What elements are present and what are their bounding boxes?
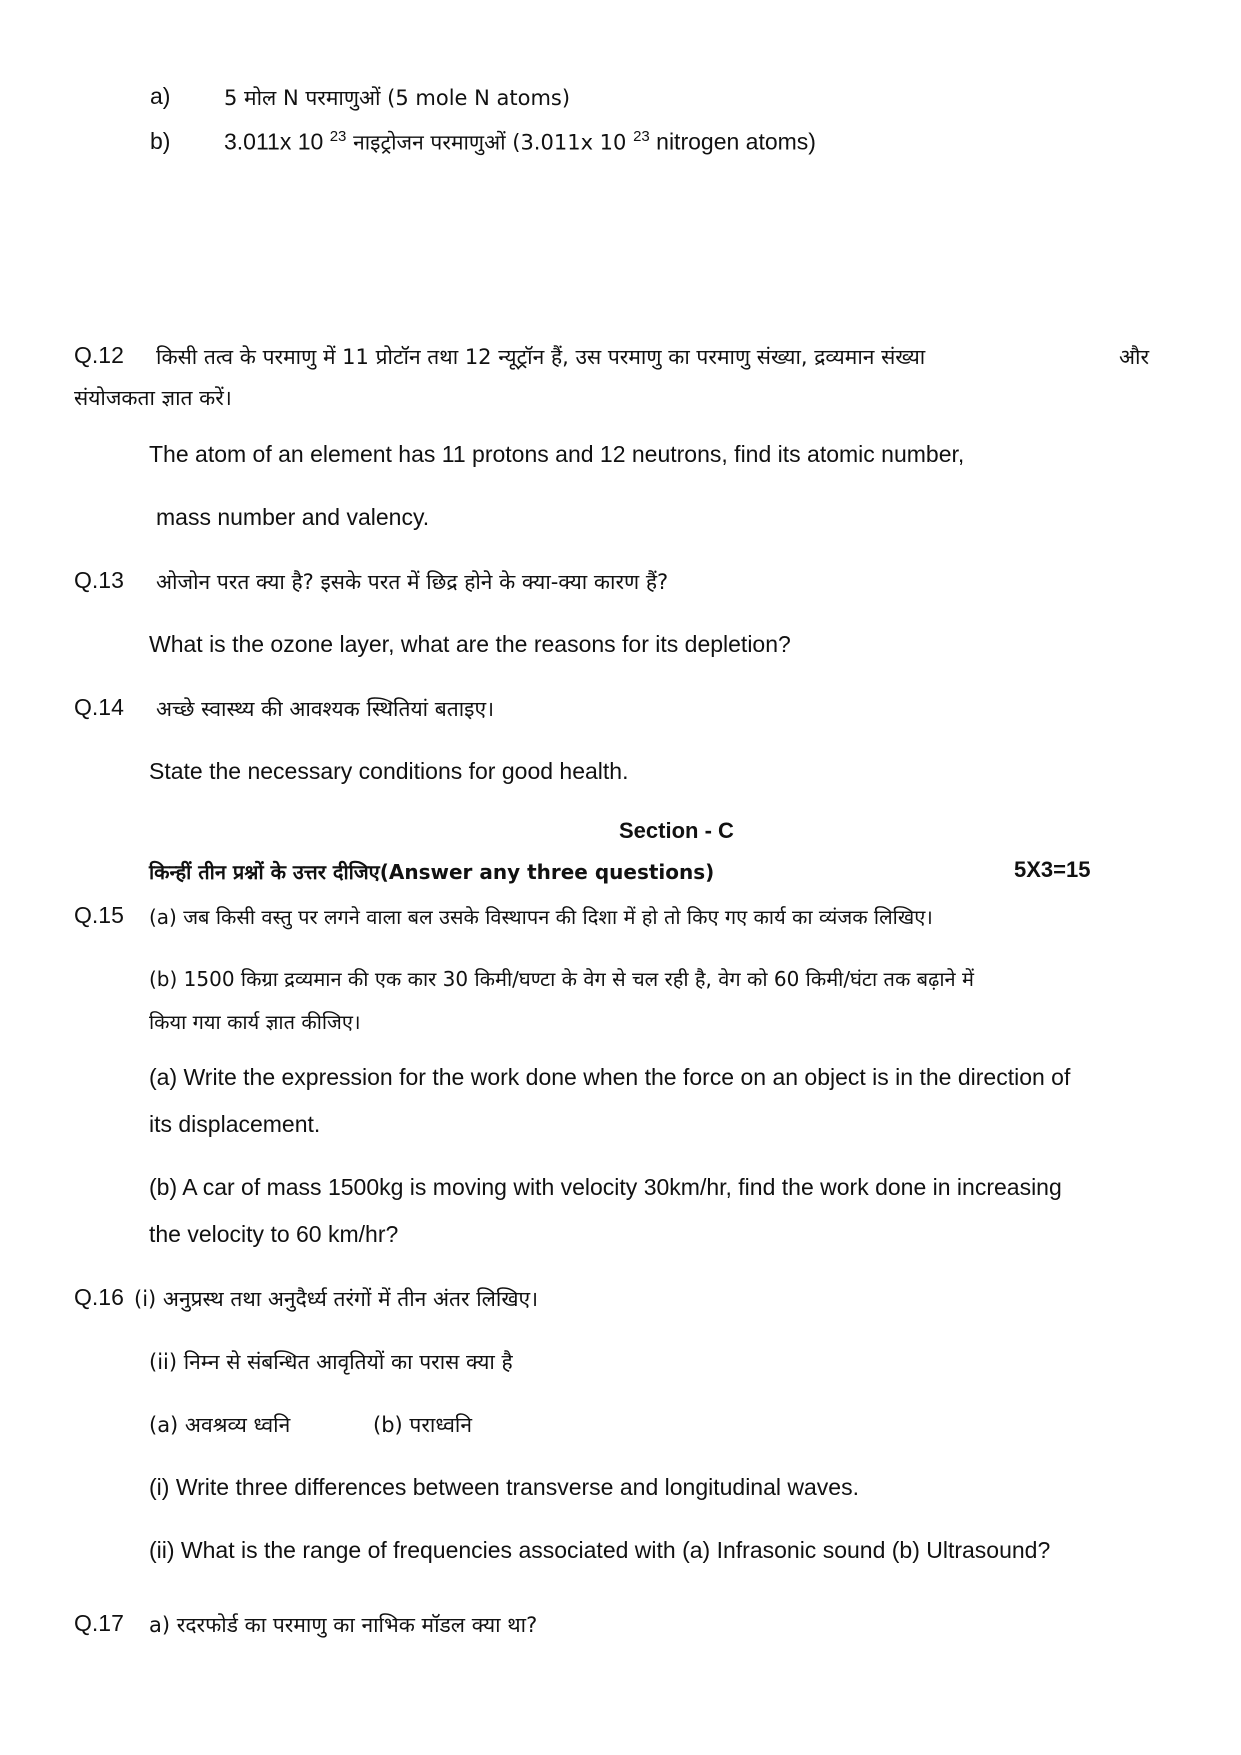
question-hindi: (ii) निम्न से संबन्धित आवृतियों का परास क्या है <box>149 1350 513 1374</box>
question-hindi: ओजोन परत क्या है? इसके परत में छिद्र होने के क्या-क्या कारण हैं? <box>156 570 669 594</box>
question-english: the velocity to 60 km/hr? <box>149 1221 399 1247</box>
question-hindi: (a) जब किसी वस्तु पर लगने वाला बल उसके विस्थापन की दिशा में हो तो किए गए कार्य का व्यंजक लिखिए। <box>149 905 933 929</box>
section-marks: 5X3=15 <box>1014 857 1091 882</box>
option-label: a) <box>150 83 171 109</box>
question-hindi: a) रदरफोर्ड का परमाणु का नाभिक मॉडल क्या था? <box>149 1613 538 1637</box>
question-option: (a) अवश्रव्य ध्वनि <box>149 1413 291 1437</box>
option-text <box>224 128 816 157</box>
question-number: Q.12 <box>74 342 124 368</box>
option-text-pre: 3.011x 10 <box>224 128 330 155</box>
question-hindi: किसी तत्व के परमाणु में 11 प्रोटॉन तथा 12 न्यूट्रॉन हैं, उस परमाणु का परमाणु संख्या, द्रव्यमान संख्या <box>156 345 926 369</box>
question-hindi: (i) अनुप्रस्थ तथा अनुदैर्ध्य तरंगों में तीन अंतर लिखिए। <box>134 1287 539 1311</box>
exponent: 23 <box>329 128 347 145</box>
question-number: Q.13 <box>74 567 124 593</box>
question-hindi: (b) 1500 किग्रा द्रव्यमान की एक कार 30 किमी/घण्टा के वेग से चल रही है, वेग को 60 किमी/घंटा तक बढ़ाने में <box>149 967 974 991</box>
question-english: What is the ozone layer, what are the reasons for its depletion? <box>149 631 791 657</box>
question-english: mass number and valency. <box>156 504 430 530</box>
question-english: (b) A car of mass 1500kg is moving with velocity 30km/hr, find the work done in increasing <box>149 1174 1062 1200</box>
question-option: (b) पराध्वनि <box>373 1413 473 1437</box>
section-instruction: किन्हीं तीन प्रश्नों के उत्तर दीजिए(Answer any three questions) <box>149 860 715 884</box>
question-hindi: किया गया कार्य ज्ञात कीजिए। <box>149 1010 361 1034</box>
question-english: State the necessary conditions for good health. <box>149 758 629 784</box>
option-text: 5 मोल N परमाणुओं (5 mole N atoms) <box>224 86 571 110</box>
option-text-mid: नाइट्रोजन परमाणुओं (3.011x 10 <box>346 130 634 155</box>
question-english: (ii) What is the range of frequencies associated with (a) Infrasonic sound (b) Ultrasound? <box>149 1537 1051 1563</box>
question-english: The atom of an element has 11 protons and 12 neutrons, find its atomic number, <box>149 441 965 467</box>
question-number: Q.16 <box>74 1284 124 1310</box>
option-label: b) <box>150 128 171 154</box>
question-number: Q.17 <box>74 1610 124 1636</box>
question-hindi: संयोजकता ज्ञात करें। <box>74 386 232 410</box>
question-english: (i) Write three differences between transverse and longitudinal waves. <box>149 1474 859 1500</box>
option-text-post: nitrogen atoms) <box>649 128 816 155</box>
question-hindi-end: और <box>1119 345 1150 369</box>
question-number: Q.14 <box>74 694 124 720</box>
question-english: its displacement. <box>149 1111 321 1137</box>
question-english: (a) Write the expression for the work done when the force on an object is in the direction of <box>149 1064 1071 1090</box>
question-number: Q.15 <box>74 902 124 928</box>
exponent: 23 <box>633 128 650 145</box>
question-hindi: अच्छे स्वास्थ्य की आवश्यक स्थितियां बताइए। <box>156 697 495 721</box>
section-title: Section - C <box>619 818 734 843</box>
